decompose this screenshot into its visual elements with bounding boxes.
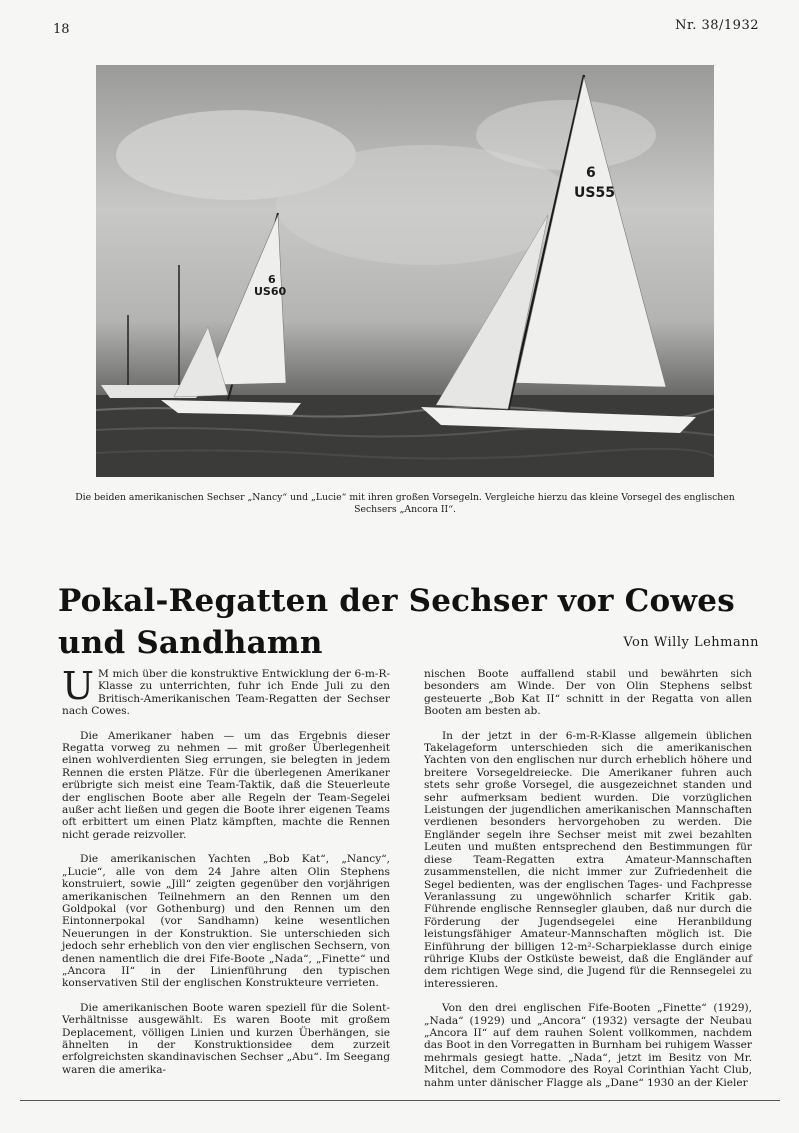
article-title: Pokal-Regatten der Sechser vor Cowes und Sandhamn [58, 583, 735, 661]
article-column-left [62, 664, 390, 1088]
sail-number-left-class: 6 [268, 273, 276, 286]
drop-cap: U [62, 664, 95, 708]
paragraph: Die amerikanischen Yachten „Bob Kat“, „Nancy“, „Lucie“, alle von dem 24 Jahre alten Olin Stephens konstruiert, sowie „Jill“ zeigten gegenüber den vorjährigen amerikanischen Teilnehmern an den Rennen um den Goldpokal (vor Gothenburg) und den Rennen um den Eintonnerpokal (vor Sandhamn) keine wesentlichen Neuerungen in der Konstruktion. Sie unterschieden sich jedoch sehr erheblich von den vier englischen Sechsern, von denen namentlich die drei Fife-Boote „Nada“, „Finette“ und „Ancora II“ in der Linienführung den typischen konservativen Stil der englischen Konstrukteure verrieten. [62, 853, 390, 990]
paragraph: Von den drei englischen Fife-Booten „Finette“ (1929), „Nada“ (1929) und „Ancora“ (1932) versagte der Neubau „Ancora II“ auf dem rauhen Solent vollkommen, nachdem das Boot in den Vorregatten in Burnham bei ruhigem Wasser mehrmals gesiegt hatte. „Nada“, jetzt im Besitz von Mr. Mitchel, dem Commodore des Royal Corinthian Yacht Club, nahm unter dänischer Flagge als „Dane“ 1930 an der Kieler [424, 1002, 752, 1089]
paragraph: Die Amerikaner haben — um das Ergebnis dieser Regatta vorweg zu nehmen — mit großer Überlegenheit einen wohlverdienten Sieg errungen, sie belegten in jedem Rennen die ersten Plätze. Für die überlegenen Amerikaner erübrigte sich meist eine Team-Taktik, daß die Steuerleute der englischen Boote aber alle Regeln der Team-Segelei außer acht ließen und gegen die Boote ihrer eigenen Teams oft erbittert um einen Platz kämpften, machte die Rennen nicht gerade reizvoller. [62, 729, 390, 841]
sail-number-right: US55 [574, 185, 615, 201]
sailboats-illustration [96, 65, 714, 477]
sail-number-right-class: 6 [586, 165, 596, 181]
paragraph [62, 664, 390, 718]
photo-caption: Die beiden amerikanischen Sechser „Nancy“ und „Lucie“ mit ihren großen Vorsegeln. Vergleiche hierzu das kleine Vorsegel des englischen Sechsers „Ancora II“. [75, 492, 735, 515]
paragraph: In der jetzt in der 6-m-R-Klasse allgemein üblichen Takelageform unterschieden sich die amerikanischen Yachten von den englischen nur durch erheblich höhere und breitere Vorsegeldreiecke. Die Amerikaner fuhren auch stets sehr große Vorsegel, die ausgezeichnet standen und sehr aufmerksam bedient wurden. Die vorzüglichen Leistungen der jugendlichen amerikanischen Mannschaften verdienen besonders hervorgehoben zu werden. Die Engländer segeln ihre Sechser meist mit zwei bezahlten Leuten und mußten entsprechend den Bestimmungen für diese Team-Regatten extra Amateur-Mannschaften zusammenstellen, die nicht immer zur Zufriedenheit die Segel bedienten, was der englischen Tages- und Fachpresse Veranlassung zu ungewöhnlich scharfer Kritik gab. Führende englische Rennsegler glauben, daß nur durch die Förderung der Jugendsegelei eine Heranbildung leistungsfähiger Amateur-Mannschaften möglich ist. Die Einführung der billigen 12-m²-Scharpieklasse durch einige rührige Klubs der Ostküste beweist, daß die Engländer auf dem richtigen Wege sind, die Jugend für die Rennsegelei zu interessieren. [424, 729, 752, 990]
page-number: 18 [53, 22, 70, 37]
article-author: Von Willy Lehmann [623, 635, 759, 650]
issue-number: Nr. 38/1932 [675, 18, 759, 33]
sail-number-left: US60 [254, 285, 287, 298]
regatta-photo [96, 65, 714, 477]
footer-rule [20, 1100, 780, 1101]
paragraph: Die amerikanischen Boote waren speziell für die Solent-Verhältnisse ausgewählt. Es waren Boote mit großem Deplacement, völligen Linien und kurzen Überhängen, sie ähnelten in der Konstruktionsidee dem zurzeit erfolgreichsten skandinavischen Sechser „Abu“. Im Seegang waren die amerika- [62, 1001, 390, 1076]
paragraph-text: M mich über die konstruktive Entwicklung der 6-m-R-Klasse zu unterrichten, fuhr ich Ende Juli zu den Britisch-Amerikanischen Team-Regatten der Sechser nach Cowes. [62, 668, 390, 718]
paragraph: nischen Boote auffallend stabil und bewährten sich besonders am Winde. Der von Olin Stephens selbst gesteuerte „Bob Kat II“ schnitt in der Regatta von allen Booten am besten ab. [424, 668, 752, 718]
article-column-right [424, 668, 752, 1101]
